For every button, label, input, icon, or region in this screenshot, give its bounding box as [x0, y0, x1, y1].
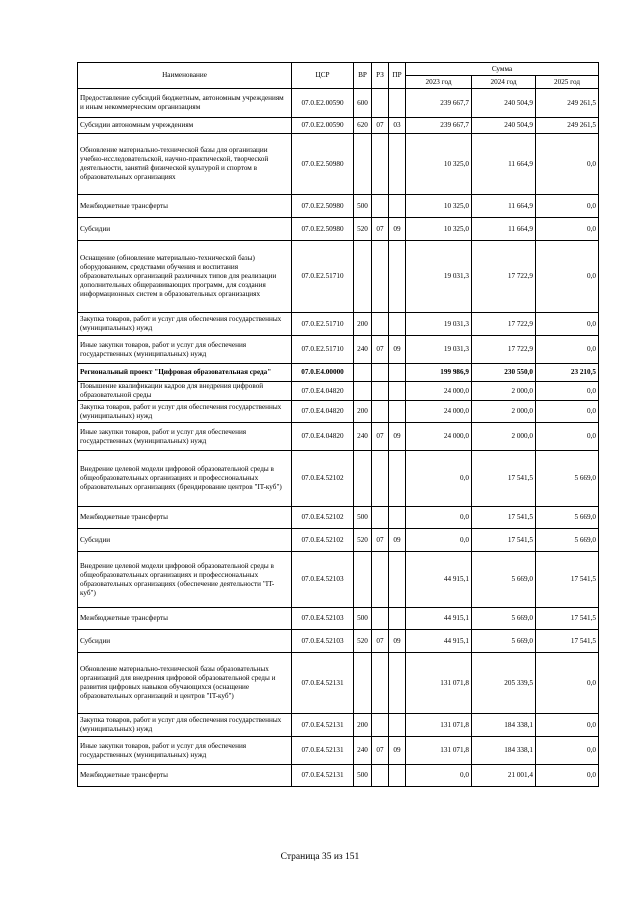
row-amount-2025: 0,0	[536, 195, 599, 218]
row-pr: 09	[389, 529, 406, 552]
row-pr: 09	[389, 737, 406, 765]
row-name: Оснащение (обновление материально-технической базы) оборудованием, средствами обучения и воспитания образовательных организаций различных типов для реализации дополнительных общеразвивающих программ, для создания информационных систем в образовательных организациях	[78, 241, 292, 313]
row-name: Предоставление субсидий бюджетным, автономным учреждениям и иным некоммерческим организациям	[78, 89, 292, 118]
row-amount-2024: 11 664,9	[472, 134, 536, 195]
table-row	[78, 529, 599, 552]
row-vr: 200	[354, 401, 372, 423]
row-vr: 240	[354, 737, 372, 765]
row-csr: 07.0.E2.00590	[292, 89, 354, 118]
row-amount-2025: 17 541,5	[536, 608, 599, 630]
row-rz: 07	[372, 423, 389, 451]
row-name: Обновление материально-технической базы образовательных организаций для внедрения цифровой образовательной среды и развития цифровых навыков обучающихся (оснащение образовательных организаций и центров "IT-куб")	[78, 653, 292, 714]
row-amount-2024: 17 541,5	[472, 529, 536, 552]
row-vr: 200	[354, 714, 372, 737]
row-amount-2023: 24 000,0	[406, 423, 472, 451]
header-year-2024: 2024 год	[472, 76, 536, 89]
row-amount-2025: 23 210,5	[536, 364, 599, 382]
row-name: Региональный проект "Цифровая образовательная среда"	[78, 364, 292, 382]
row-amount-2024: 11 664,9	[472, 218, 536, 241]
row-pr	[389, 401, 406, 423]
row-name: Межбюджетные трансферты	[78, 195, 292, 218]
table-row	[78, 552, 599, 608]
row-amount-2023: 19 031,3	[406, 241, 472, 313]
table-row	[78, 507, 599, 529]
row-amount-2023: 44 915,1	[406, 630, 472, 653]
row-name: Обновление материально-технической базы для организации учебно-исследовательской, научно-практической, творческой деятельности, занятий физической культурой и спортом в образовательных организациях	[78, 134, 292, 195]
row-rz	[372, 195, 389, 218]
row-vr: 200	[354, 313, 372, 336]
row-pr	[389, 552, 406, 608]
row-csr: 07.0.E4.04820	[292, 382, 354, 401]
row-name: Иные закупки товаров, работ и услуг для обеспечения государственных (муниципальных) нужд	[78, 737, 292, 765]
row-amount-2025: 0,0	[536, 737, 599, 765]
row-rz	[372, 134, 389, 195]
row-pr: 09	[389, 336, 406, 364]
row-name: Закупка товаров, работ и услуг для обеспечения государственных (муниципальных) нужд	[78, 313, 292, 336]
row-name: Субсидии	[78, 218, 292, 241]
row-amount-2024: 17 722,9	[472, 336, 536, 364]
row-rz	[372, 653, 389, 714]
row-amount-2025: 0,0	[536, 401, 599, 423]
header-sum: Сумма	[406, 63, 599, 76]
table-row	[78, 89, 599, 118]
row-name: Субсидии автономным учреждениям	[78, 118, 292, 134]
row-pr	[389, 89, 406, 118]
table-row	[78, 382, 599, 401]
row-amount-2024: 17 722,9	[472, 313, 536, 336]
table-header	[78, 63, 599, 89]
row-amount-2023: 0,0	[406, 529, 472, 552]
row-csr: 07.0.E4.52131	[292, 653, 354, 714]
row-csr: 07.0.E2.51710	[292, 241, 354, 313]
row-amount-2025: 249 261,5	[536, 118, 599, 134]
row-csr: 07.0.E4.52131	[292, 737, 354, 765]
row-amount-2023: 0,0	[406, 765, 472, 787]
row-amount-2023: 19 031,3	[406, 336, 472, 364]
row-name: Межбюджетные трансферты	[78, 507, 292, 529]
table-row	[78, 737, 599, 765]
row-rz: 07	[372, 630, 389, 653]
row-pr: 09	[389, 630, 406, 653]
row-amount-2024: 17 722,9	[472, 241, 536, 313]
table-row	[78, 134, 599, 195]
table-body	[78, 89, 599, 787]
row-vr: 600	[354, 89, 372, 118]
header-vr: ВР	[354, 63, 372, 89]
row-name: Субсидии	[78, 529, 292, 552]
row-rz	[372, 89, 389, 118]
row-rz	[372, 313, 389, 336]
row-name: Субсидии	[78, 630, 292, 653]
row-rz	[372, 507, 389, 529]
row-amount-2025: 0,0	[536, 765, 599, 787]
table-row	[78, 118, 599, 134]
row-amount-2025: 0,0	[536, 241, 599, 313]
row-amount-2023: 10 325,0	[406, 134, 472, 195]
row-vr	[354, 241, 372, 313]
row-amount-2025: 5 669,0	[536, 529, 599, 552]
row-vr	[354, 364, 372, 382]
row-vr	[354, 382, 372, 401]
table-row	[78, 401, 599, 423]
row-name: Повышение квалификации кадров для внедрения цифровой образовательной среды	[78, 382, 292, 401]
row-amount-2023: 24 000,0	[406, 382, 472, 401]
row-pr	[389, 608, 406, 630]
row-csr: 07.0.E4.52103	[292, 552, 354, 608]
table-row	[78, 630, 599, 653]
row-name: Иные закупки товаров, работ и услуг для обеспечения государственных (муниципальных) нужд	[78, 336, 292, 364]
row-pr	[389, 507, 406, 529]
table-row	[78, 241, 599, 313]
row-csr: 07.0.E4.52103	[292, 630, 354, 653]
row-rz: 07	[372, 529, 389, 552]
table-row	[78, 653, 599, 714]
row-amount-2024: 17 541,5	[472, 507, 536, 529]
row-vr: 500	[354, 765, 372, 787]
row-vr: 520	[354, 529, 372, 552]
row-csr: 07.0.E4.00000	[292, 364, 354, 382]
row-amount-2024: 184 338,1	[472, 714, 536, 737]
row-vr	[354, 552, 372, 608]
row-pr	[389, 765, 406, 787]
table-row	[78, 218, 599, 241]
row-amount-2024: 240 504,9	[472, 118, 536, 134]
row-csr: 07.0.E2.00590	[292, 118, 354, 134]
row-csr: 07.0.E2.50980	[292, 195, 354, 218]
row-csr: 07.0.E4.04820	[292, 401, 354, 423]
row-pr	[389, 714, 406, 737]
row-csr: 07.0.E4.52102	[292, 507, 354, 529]
row-vr: 240	[354, 336, 372, 364]
row-rz	[372, 382, 389, 401]
row-pr	[389, 134, 406, 195]
row-amount-2025: 5 669,0	[536, 507, 599, 529]
row-rz	[372, 765, 389, 787]
row-amount-2023: 239 667,7	[406, 118, 472, 134]
row-amount-2024: 17 541,5	[472, 451, 536, 507]
row-amount-2023: 131 071,8	[406, 714, 472, 737]
row-pr	[389, 241, 406, 313]
table-row	[78, 195, 599, 218]
row-csr: 07.0.E4.04820	[292, 423, 354, 451]
row-rz: 07	[372, 218, 389, 241]
row-amount-2025: 0,0	[536, 423, 599, 451]
row-amount-2024: 2 000,0	[472, 382, 536, 401]
row-rz	[372, 608, 389, 630]
row-amount-2023: 0,0	[406, 451, 472, 507]
row-amount-2024: 230 550,0	[472, 364, 536, 382]
row-amount-2023: 19 031,3	[406, 313, 472, 336]
row-amount-2024: 205 339,5	[472, 653, 536, 714]
row-amount-2025: 5 669,0	[536, 451, 599, 507]
budget-table	[77, 62, 599, 787]
row-csr: 07.0.E2.51710	[292, 313, 354, 336]
table-row	[78, 451, 599, 507]
row-amount-2023: 44 915,1	[406, 608, 472, 630]
row-amount-2023: 199 986,9	[406, 364, 472, 382]
row-vr: 520	[354, 630, 372, 653]
row-csr: 07.0.E4.52131	[292, 765, 354, 787]
row-csr: 07.0.E4.52131	[292, 714, 354, 737]
row-rz: 07	[372, 336, 389, 364]
row-name: Межбюджетные трансферты	[78, 608, 292, 630]
row-vr	[354, 451, 372, 507]
header-name: Наименование	[78, 63, 292, 89]
row-rz	[372, 364, 389, 382]
row-rz: 07	[372, 118, 389, 134]
row-amount-2025: 0,0	[536, 134, 599, 195]
row-csr: 07.0.E2.50980	[292, 134, 354, 195]
row-amount-2025: 17 541,5	[536, 630, 599, 653]
header-pr: ПР	[389, 63, 406, 89]
row-amount-2023: 131 071,8	[406, 737, 472, 765]
row-rz	[372, 451, 389, 507]
row-vr: 500	[354, 507, 372, 529]
row-amount-2025: 0,0	[536, 714, 599, 737]
table-row	[78, 336, 599, 364]
row-amount-2024: 5 669,0	[472, 608, 536, 630]
row-name: Иные закупки товаров, работ и услуг для обеспечения государственных (муниципальных) нужд	[78, 423, 292, 451]
header-rz: РЗ	[372, 63, 389, 89]
row-amount-2024: 240 504,9	[472, 89, 536, 118]
row-csr: 07.0.E4.52102	[292, 451, 354, 507]
row-amount-2024: 11 664,9	[472, 195, 536, 218]
row-vr: 520	[354, 218, 372, 241]
row-pr: 09	[389, 423, 406, 451]
row-amount-2025: 0,0	[536, 336, 599, 364]
row-vr: 500	[354, 608, 372, 630]
row-amount-2025: 17 541,5	[536, 552, 599, 608]
row-vr: 240	[354, 423, 372, 451]
table-row	[78, 765, 599, 787]
row-vr: 620	[354, 118, 372, 134]
row-pr: 09	[389, 218, 406, 241]
table-row	[78, 608, 599, 630]
row-amount-2025: 0,0	[536, 313, 599, 336]
row-amount-2024: 2 000,0	[472, 423, 536, 451]
row-rz	[372, 241, 389, 313]
row-csr: 07.0.E2.50980	[292, 218, 354, 241]
row-amount-2025: 0,0	[536, 653, 599, 714]
table-row	[78, 364, 599, 382]
header-year-2025: 2025 год	[536, 76, 599, 89]
row-amount-2024: 184 338,1	[472, 737, 536, 765]
row-amount-2023: 10 325,0	[406, 195, 472, 218]
table-row	[78, 714, 599, 737]
row-amount-2024: 21 001,4	[472, 765, 536, 787]
row-rz	[372, 714, 389, 737]
row-pr	[389, 382, 406, 401]
row-pr	[389, 195, 406, 218]
row-amount-2025: 0,0	[536, 218, 599, 241]
row-amount-2024: 5 669,0	[472, 552, 536, 608]
row-pr	[389, 451, 406, 507]
page-number: Страница 35 из 151	[280, 852, 360, 862]
table-row	[78, 423, 599, 451]
row-vr: 500	[354, 195, 372, 218]
row-name: Закупка товаров, работ и услуг для обеспечения государственных (муниципальных) нужд	[78, 401, 292, 423]
row-pr: 03	[389, 118, 406, 134]
row-rz	[372, 401, 389, 423]
row-amount-2023: 0,0	[406, 507, 472, 529]
row-amount-2023: 239 667,7	[406, 89, 472, 118]
row-amount-2025: 249 261,5	[536, 89, 599, 118]
header-year-2023: 2023 год	[406, 76, 472, 89]
header-csr: ЦСР	[292, 63, 354, 89]
table-row	[78, 313, 599, 336]
row-amount-2025: 0,0	[536, 382, 599, 401]
row-amount-2023: 10 325,0	[406, 218, 472, 241]
row-amount-2023: 24 000,0	[406, 401, 472, 423]
row-csr: 07.0.E4.52102	[292, 529, 354, 552]
row-pr	[389, 313, 406, 336]
row-amount-2023: 131 071,8	[406, 653, 472, 714]
row-csr: 07.0.E2.51710	[292, 336, 354, 364]
row-amount-2024: 5 669,0	[472, 630, 536, 653]
row-pr	[389, 653, 406, 714]
row-vr	[354, 134, 372, 195]
row-name: Закупка товаров, работ и услуг для обеспечения государственных (муниципальных) нужд	[78, 714, 292, 737]
row-pr	[389, 364, 406, 382]
row-amount-2023: 44 915,1	[406, 552, 472, 608]
row-rz	[372, 552, 389, 608]
row-name: Межбюджетные трансферты	[78, 765, 292, 787]
row-amount-2024: 2 000,0	[472, 401, 536, 423]
row-csr: 07.0.E4.52103	[292, 608, 354, 630]
row-rz: 07	[372, 737, 389, 765]
row-name: Внедрение целевой модели цифровой образовательной среды в общеобразовательных организациях и профессиональных образовательных организациях (обеспечение деятельности "IT-куб")	[78, 552, 292, 608]
row-vr	[354, 653, 372, 714]
row-name: Внедрение целевой модели цифровой образовательной среды в общеобразовательных организациях и профессиональных образовательных организациях (брендирование центров "IT-куб")	[78, 451, 292, 507]
